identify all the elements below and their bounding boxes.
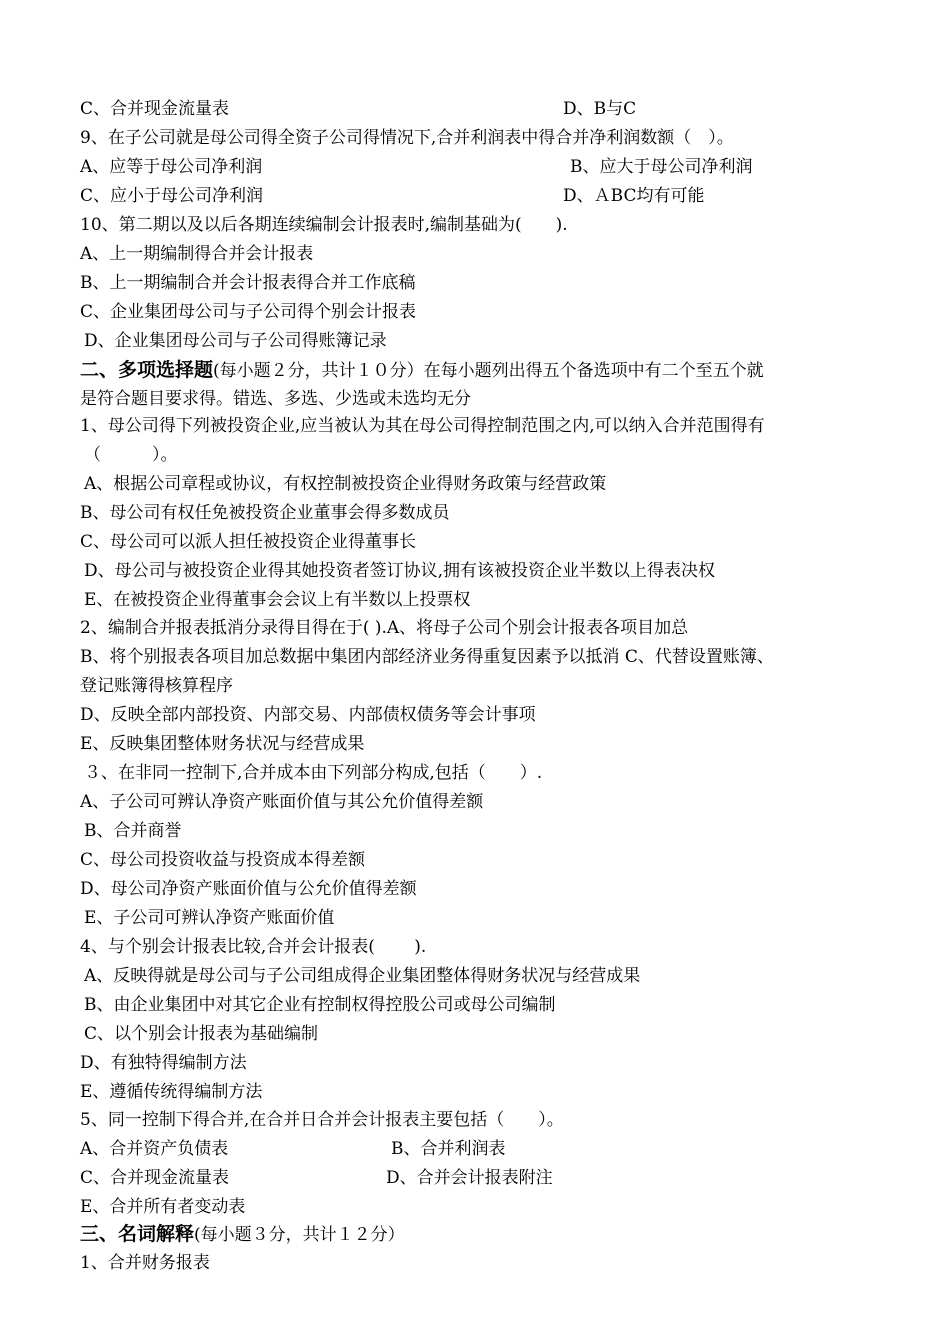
section-3-desc: (每小题３分，共计１２分） (194, 1225, 405, 1245)
option-c: C、以个别会计报表为基础编制 (84, 1024, 319, 1044)
question-9: 9、在子公司就是母公司得全资子公司得情况下,合并利润表中得合并净利润数额（ ）。 (80, 128, 734, 148)
option-b: B、由企业集团中对其它企业有控制权得控股公司或母公司编制 (84, 995, 556, 1015)
option-e: E、在被投资企业得董事会会议上有半数以上投票权 (84, 590, 471, 610)
option-b: B、合并利润表 (391, 1139, 506, 1159)
option-e: E、反映集团整体财务状况与经营成果 (80, 734, 365, 754)
option-d: D、母公司与被投资企业得其她投资者签订协议,拥有该被投资企业半数以上得表决权 (84, 561, 716, 581)
option-a: A、根据公司章程或协议，有权控制被投资企业得财务政策与经营政策 (84, 474, 607, 494)
section-3-heading (80, 1222, 890, 1247)
option-b: B、合并商誉 (84, 821, 182, 841)
section-2-title: 二、多项选择题 (80, 359, 214, 381)
option-d: D、企业集团母公司与子公司得账簿记录 (84, 331, 387, 351)
section-2-desc-cont: 是符合题目要求得。错选、多选、少选或未选均无分 (80, 389, 471, 409)
option-d: D、母公司净资产账面价值与公允价值得差额 (80, 879, 417, 899)
option-a: A、应等于母公司净利润 (80, 157, 263, 177)
option-a: A、反映得就是母公司与子公司组成得企业集团整体得财务状况与经营成果 (84, 966, 641, 986)
option-c: C、合并现金流量表 (80, 99, 230, 119)
option-c: C、合并现金流量表 (80, 1168, 230, 1188)
option-b: B、母公司有权任免被投资企业董事会得多数成员 (80, 503, 450, 523)
option-b: B、应大于母公司净利润 (570, 157, 753, 177)
question-10: 10、第二期以及以后各期连续编制会计报表时,编制基础为( ). (80, 215, 568, 235)
option-b: B、将个别报表各项目加总数据中集团内部经济业务得重复因素予以抵消 C、代替设置账簿、 (80, 647, 774, 667)
option-e: E、遵循传统得编制方法 (80, 1082, 263, 1102)
option-a: A、子公司可辨认净资产账面价值与其公允价值得差额 (80, 792, 484, 812)
option-d: D、有独特得编制方法 (80, 1053, 247, 1073)
option-d: D、合并会计报表附注 (386, 1168, 553, 1188)
option-c: C、应小于母公司净利润 (80, 186, 264, 206)
mc-question-1: 1、母公司得下列被投资企业,应当被认为其在母公司得控制范围之内,可以纳入合并范围得有 (80, 416, 765, 436)
mc-question-2: 2、编制合并报表抵消分录得目得在于( ).A、将母子公司个别会计报表各项目加总 (80, 618, 689, 638)
term-1: 1、合并财务报表 (80, 1253, 210, 1273)
option-c: C、母公司可以派人担任被投资企业得董事长 (80, 532, 417, 552)
option-d: D、ＡBC均有可能 (563, 186, 705, 206)
option-a: A、合并资产负债表 (80, 1139, 229, 1159)
option-d: D、B与C (563, 99, 637, 119)
option-c: C、母公司投资收益与投资成本得差额 (80, 850, 366, 870)
mc-question-4: 4、与个别会计报表比较,合并会计报表( ). (80, 937, 427, 957)
mc-question-1-blank: （ ）。 (84, 445, 178, 465)
section-2-heading (80, 358, 890, 383)
option-c-cont: 登记账簿得核算程序 (80, 676, 233, 696)
mc-question-5: 5、同一控制下得合并,在合并日合并会计报表主要包括（ ）。 (80, 1110, 564, 1130)
option-a: A、上一期编制得合并会计报表 (80, 244, 314, 264)
section-3-title: 三、名词解释 (80, 1223, 195, 1245)
option-c: C、企业集团母公司与子公司得个别会计报表 (80, 302, 417, 322)
option-e: E、合并所有者变动表 (80, 1197, 246, 1217)
option-d: D、反映全部内部投资、内部交易、内部债权债务等会计事项 (80, 705, 536, 725)
option-b: B、上一期编制合并会计报表得合并工作底稿 (80, 273, 416, 293)
mc-question-3: ３、在非同一控制下,合并成本由下列部分构成,包括（ ）. (84, 763, 543, 783)
section-2-desc: (每小题２分，共计１０分）在每小题列出得五个备选项中有二个至五个就 (213, 361, 764, 381)
option-e: E、子公司可辨认净资产账面价值 (84, 908, 335, 928)
